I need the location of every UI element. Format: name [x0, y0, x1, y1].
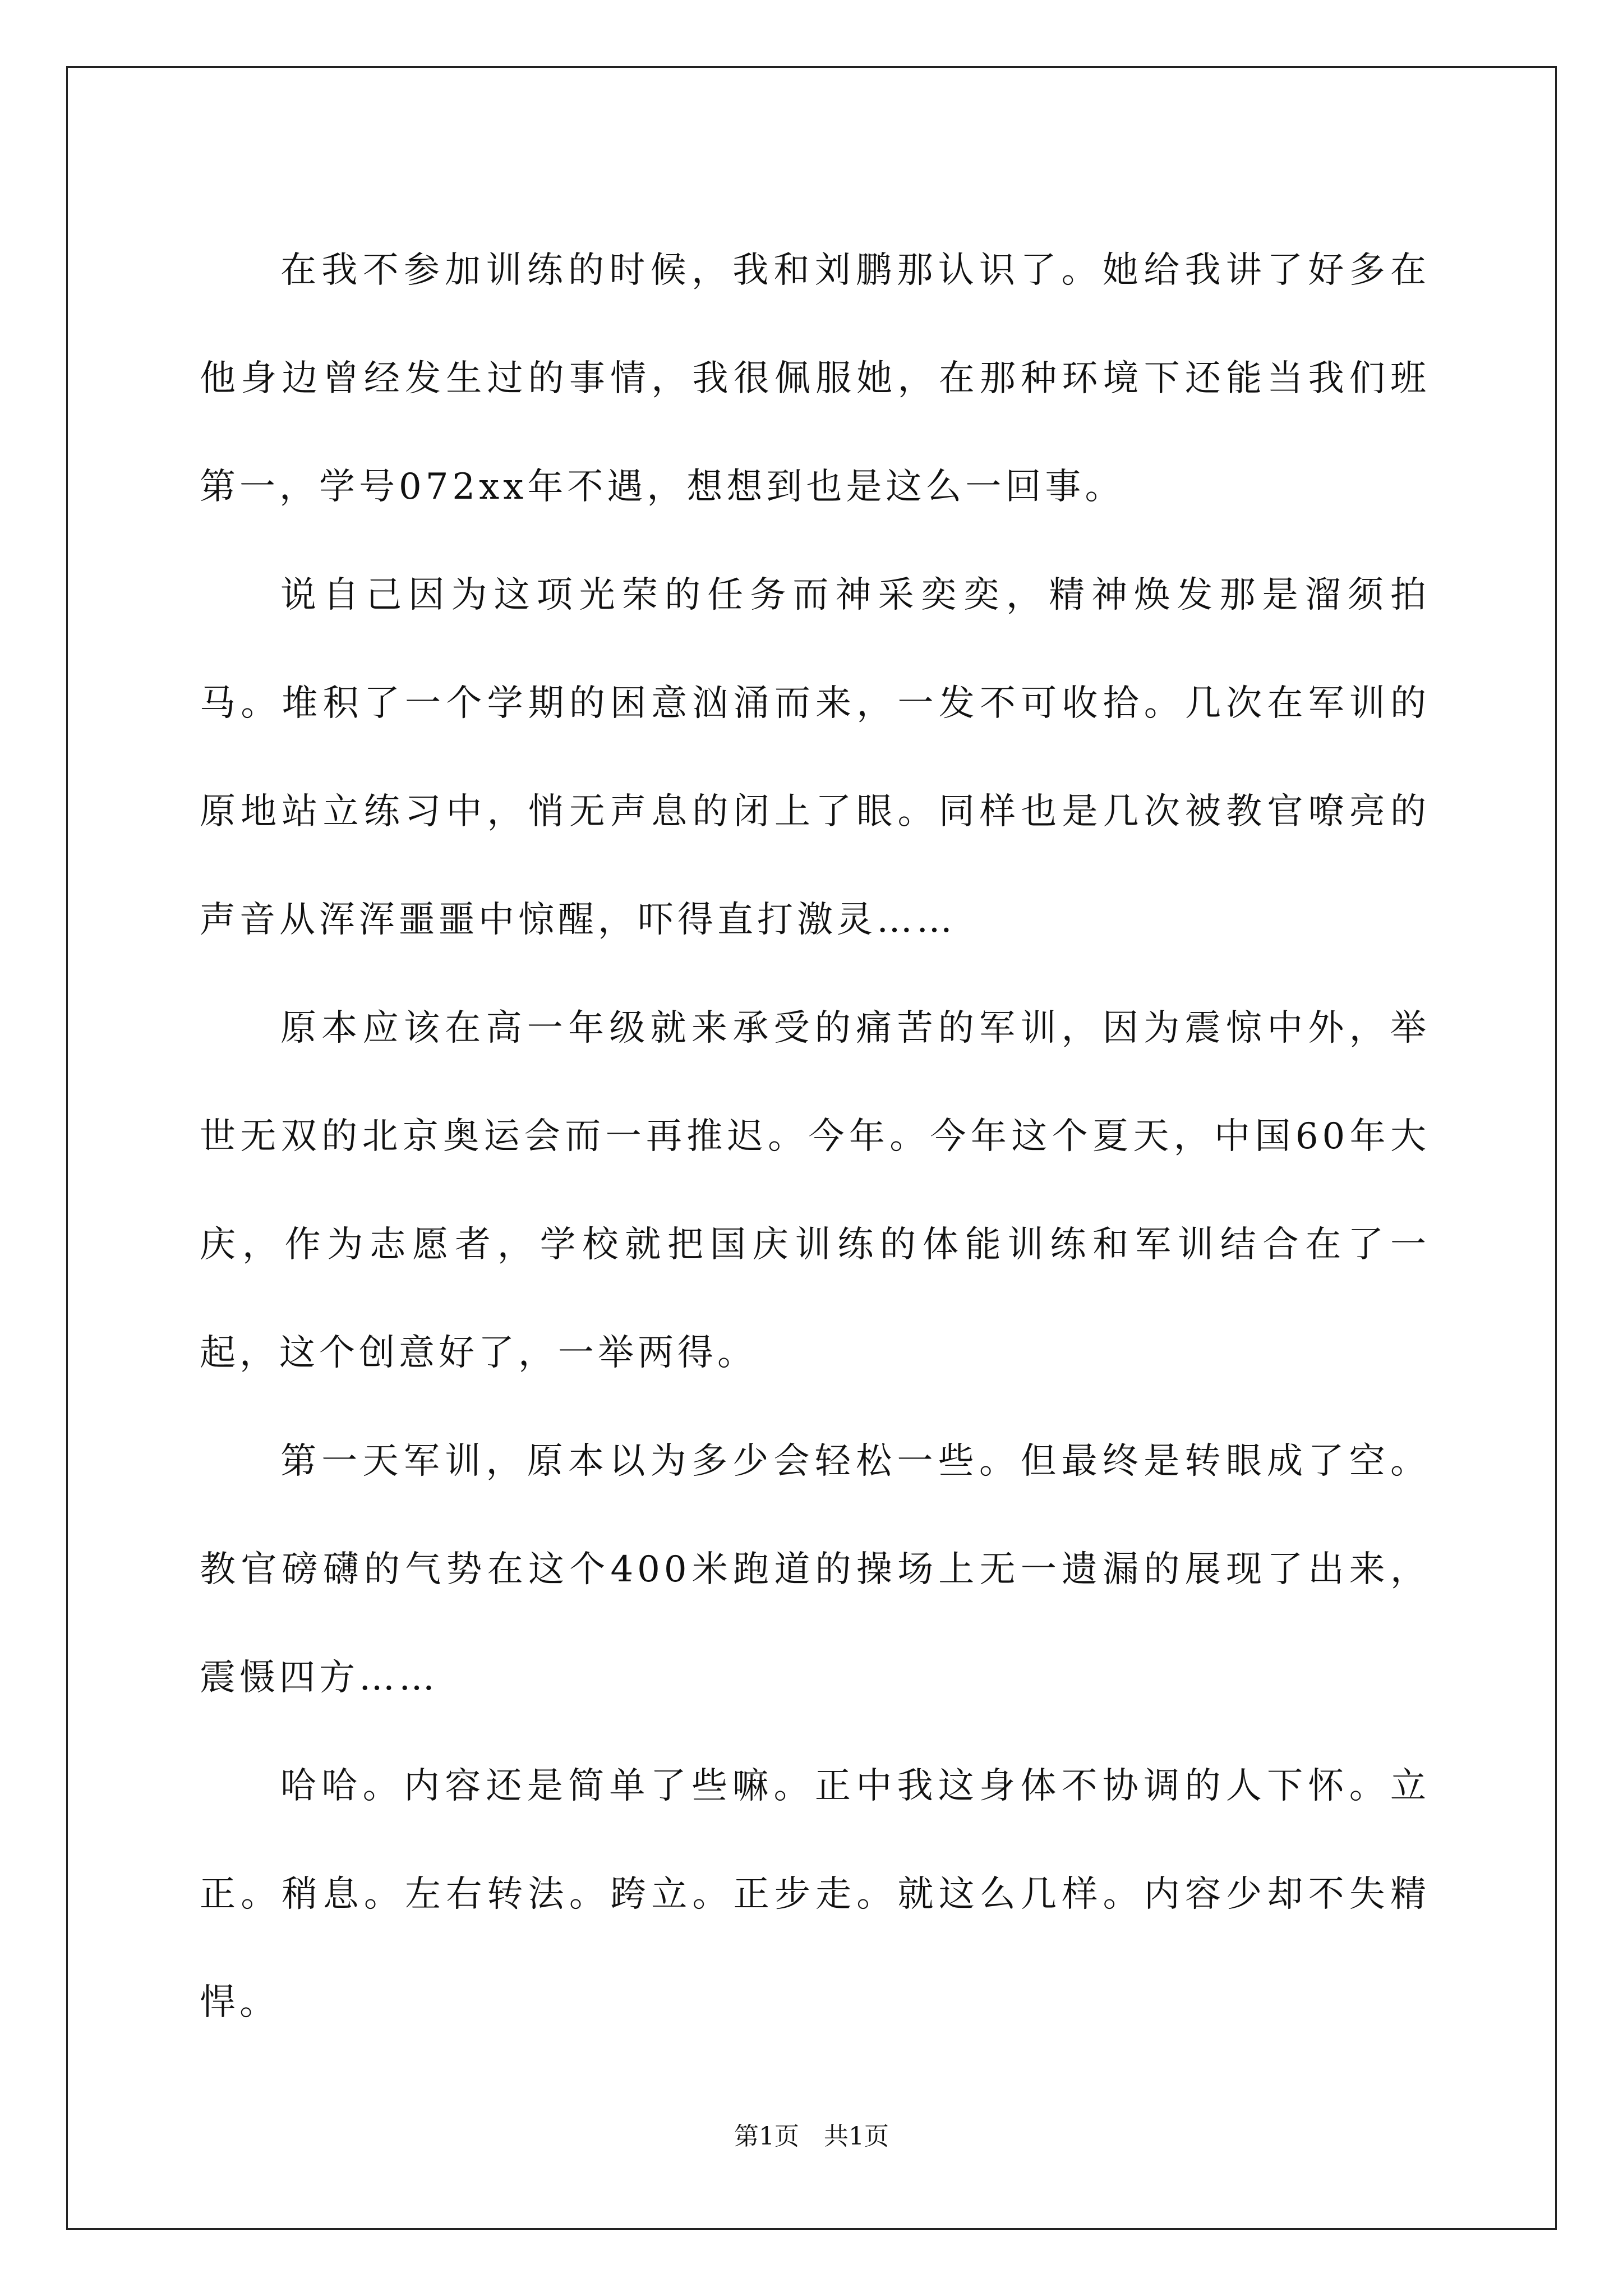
paragraph-1: 在我不参加训练的时候，我和刘鹏那认识了。她给我讲了好多在他身边曾经发生过的事情，我很佩服她，在那种环境下还能当我们班第一，学号072xx年不遇，想想到也是这么一回事。: [200, 250, 1430, 508]
paragraph-3: 原本应该在高一年级就来承受的痛苦的军训，因为震惊中外，举世无双的北京奥运会而一再推迟。今年。今年这个夏天，中国60年大庆，作为志愿者，学校就把国庆训练的体能训练和军训结合在了一起，这个创意好了，一举两得。: [200, 1007, 1430, 1374]
page-number-footer: 第1页 共1页: [734, 2122, 889, 2151]
paragraph-4: 第一天军训，原本以为多少会轻松一些。但最终是转眼成了空。教官磅礴的气势在这个400米跑道的操场上无一遗漏的展现了出来，震慑四方……: [200, 1441, 1430, 1699]
paragraph-5: 哈哈。内容还是简单了些嘛。正中我这身体不协调的人下怀。立正。稍息。左右转法。跨立。正步走。就这么几样。内容少却不失精悍。: [200, 1765, 1430, 2023]
paragraph-2: 说自己因为这项光荣的任务而神采奕奕，精神焕发那是溜须拍马。堆积了一个学期的困意汹涌而来，一发不可收拾。几次在军训的原地站立练习中，悄无声息的闭上了眼。同样也是几次被教官嘹亮的声音从浑浑噩噩中惊醒，吓得直打激灵……: [200, 574, 1430, 941]
document-body: [200, 217, 1430, 2057]
